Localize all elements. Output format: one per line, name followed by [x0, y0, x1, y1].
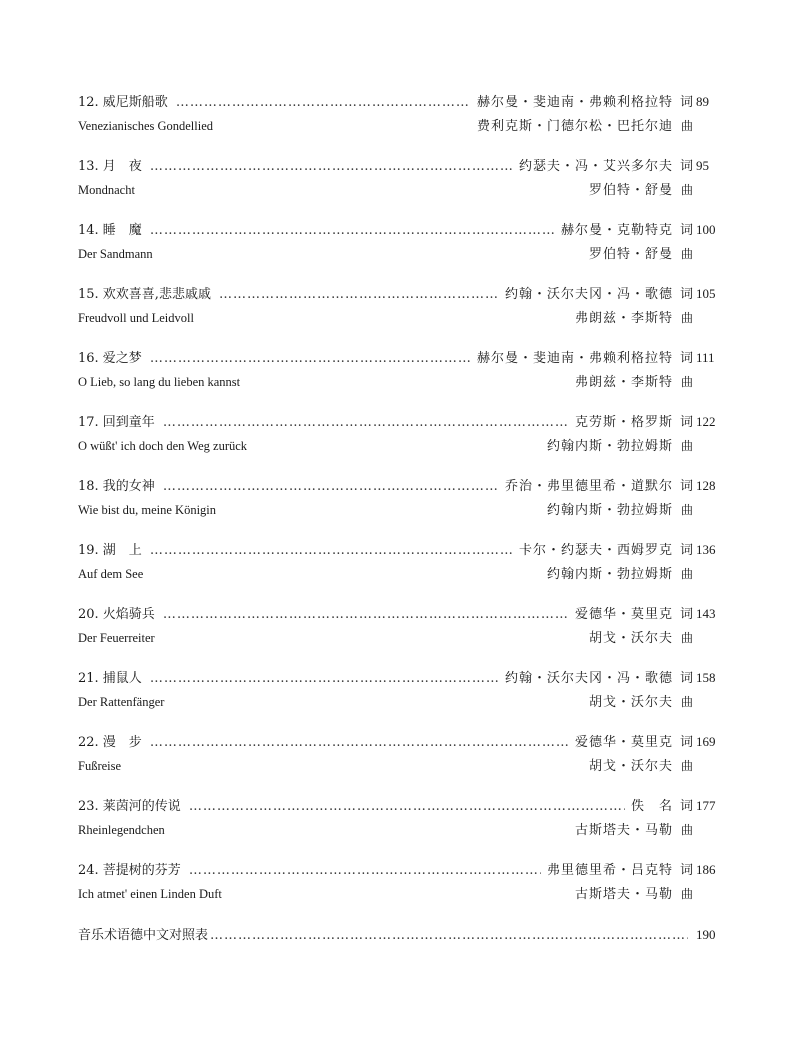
- german-title: Fußreise: [78, 759, 122, 773]
- toc-entry[interactable]: [78, 731, 718, 795]
- leader-dots: [163, 607, 569, 622]
- page-number: 122: [696, 414, 716, 429]
- lyricist-name: 赫尔曼・斐迪南・弗赖利格拉特: [476, 95, 673, 110]
- lyricist-role: 词: [679, 479, 693, 494]
- lyricist-name: 乔治・弗里德里希・道默尔: [504, 479, 673, 494]
- composer-role: 曲: [680, 439, 693, 453]
- toc-entry[interactable]: [78, 411, 718, 475]
- entry-main-line: [78, 155, 718, 177]
- entry-sub-line: [78, 115, 718, 137]
- toc-entry[interactable]: [78, 219, 718, 283]
- toc-entry[interactable]: [78, 475, 718, 539]
- german-title: Mondnacht: [78, 183, 135, 197]
- german-title: Rheinlegendchen: [78, 823, 165, 837]
- composer-name: 弗朗兹・李斯特: [574, 375, 673, 390]
- lyricist-name: 约翰・沃尔夫冈・冯・歌德: [504, 671, 673, 686]
- leader-dots: [150, 223, 555, 238]
- leader-dots: [189, 799, 625, 814]
- composer-name: 古斯塔夫・马勒: [574, 823, 673, 838]
- entry-sub-line: [78, 435, 718, 457]
- leader-dots: [150, 735, 569, 750]
- lyricist-role: 词: [679, 159, 693, 174]
- leader-dots: [189, 863, 541, 878]
- entry-sub-line: [78, 883, 718, 905]
- composer-name: 约翰内斯・勃拉姆斯: [546, 439, 673, 454]
- entry-sub-line: [78, 819, 718, 841]
- toc-entry[interactable]: [78, 603, 718, 667]
- entry-sub-line: [78, 499, 718, 521]
- song-title: 14. 睡 魔: [78, 223, 142, 238]
- german-title: Der Sandmann: [78, 247, 153, 261]
- entry-main-line: [78, 411, 718, 433]
- composer-name: 弗朗兹・李斯特: [574, 311, 673, 326]
- entry-main-line: [78, 731, 718, 753]
- song-title: 12. 威尼斯船歌: [78, 95, 168, 110]
- leader-dots: [150, 671, 499, 686]
- toc-entry[interactable]: [78, 347, 718, 411]
- song-title: 22. 漫 步: [78, 735, 142, 750]
- composer-name: 约翰内斯・勃拉姆斯: [546, 567, 673, 582]
- entry-sub-line: [78, 691, 718, 713]
- leader-dots: [219, 287, 499, 302]
- lyricist-role: 词: [679, 735, 693, 750]
- toc-entry[interactable]: [78, 155, 718, 219]
- entry-main-line: [78, 283, 718, 305]
- toc-entry-glossary[interactable]: [78, 924, 718, 944]
- leader-dots: [150, 351, 471, 366]
- entry-sub-line: [78, 243, 718, 265]
- composer-role: 曲: [680, 887, 693, 901]
- entry-main-line: [78, 667, 718, 689]
- page-number: 100: [696, 222, 716, 237]
- song-title: 16. 爱之梦: [78, 351, 142, 366]
- german-title: O wüßt' ich doch den Weg zurück: [78, 439, 248, 453]
- composer-name: 约翰内斯・勃拉姆斯: [546, 503, 673, 518]
- entry-main-line: [78, 219, 718, 241]
- lyricist-name: 佚 名: [630, 799, 673, 814]
- page-number: 95: [696, 158, 709, 173]
- entry-main-line: [78, 795, 718, 817]
- lyricist-name: 约翰・沃尔夫冈・冯・歌德: [504, 287, 673, 302]
- glossary-page-number: 190: [696, 927, 716, 942]
- lyricist-name: 约瑟夫・冯・艾兴多尔夫: [518, 159, 673, 174]
- lyricist-name: 克劳斯・格罗斯: [574, 415, 673, 430]
- composer-name: 胡戈・沃尔夫: [588, 631, 673, 646]
- german-title: Venezianisches Gondellied: [78, 119, 214, 133]
- entry-sub-line: [78, 307, 718, 329]
- entry-main-line: [78, 539, 718, 561]
- song-title: 23. 莱茵河的传说: [78, 799, 181, 814]
- glossary-title: 音乐术语德中文对照表: [78, 928, 209, 943]
- composer-role: 曲: [680, 375, 693, 389]
- entry-sub-line: [78, 179, 718, 201]
- lyricist-role: 词: [679, 95, 693, 110]
- leader-dots: [176, 95, 471, 110]
- german-title: Der Rattenfänger: [78, 695, 165, 709]
- lyricist-role: 词: [679, 863, 693, 878]
- lyricist-role: 词: [679, 671, 693, 686]
- composer-name: 罗伯特・舒曼: [588, 183, 673, 198]
- page-number: 128: [696, 478, 716, 493]
- composer-role: 曲: [680, 183, 693, 197]
- composer-role: 曲: [680, 503, 693, 517]
- song-title: 15. 欢欢喜喜,悲悲戚戚: [78, 287, 211, 302]
- toc-entry[interactable]: [78, 667, 718, 731]
- entry-main-line: [78, 475, 718, 497]
- song-title: 24. 菩提树的芬芳: [78, 863, 181, 878]
- toc-entry[interactable]: [78, 795, 718, 859]
- song-title: 13. 月 夜: [78, 159, 142, 174]
- lyricist-role: 词: [679, 799, 693, 814]
- page-number: 111: [696, 350, 715, 365]
- lyricist-role: 词: [679, 543, 693, 558]
- entry-main-line: [78, 859, 718, 881]
- german-title: Ich atmet' einen Linden Duft: [78, 887, 222, 901]
- lyricist-name: 卡尔・约瑟夫・西姆罗克: [518, 543, 673, 558]
- german-title: Der Feuerreiter: [78, 631, 155, 645]
- entry-main-line: [78, 603, 718, 625]
- song-title: 21. 捕鼠人: [78, 671, 142, 686]
- song-title: 19. 湖 上: [78, 543, 142, 558]
- lyricist-name: 赫尔曼・克勒特克: [560, 223, 673, 238]
- lyricist-role: 词: [679, 223, 693, 238]
- composer-role: 曲: [680, 695, 693, 709]
- entry-sub-line: [78, 563, 718, 585]
- composer-role: 曲: [680, 567, 693, 581]
- german-title: Freudvoll und Leidvoll: [78, 311, 194, 325]
- page-number: 177: [696, 798, 716, 813]
- page-number: 105: [696, 286, 716, 301]
- leader-dots: [210, 928, 688, 943]
- composer-role: 曲: [680, 823, 693, 837]
- toc-entry[interactable]: [78, 283, 718, 347]
- page-number: 136: [696, 542, 716, 557]
- toc-entry[interactable]: [78, 859, 718, 923]
- leader-dots: [150, 543, 513, 558]
- entry-main-line: [78, 347, 718, 369]
- composer-name: 费利克斯・门德尔松・巴托尔迪: [476, 119, 673, 134]
- entry-sub-line: [78, 371, 718, 393]
- song-title: 17. 回到童年: [78, 415, 155, 430]
- lyricist-name: 爱德华・莫里克: [574, 607, 673, 622]
- leader-dots: [163, 479, 499, 494]
- composer-name: 胡戈・沃尔夫: [588, 759, 673, 774]
- toc-entry[interactable]: [78, 539, 718, 603]
- lyricist-role: 词: [679, 415, 693, 430]
- composer-role: 曲: [680, 247, 693, 261]
- entry-main-line: [78, 91, 718, 113]
- composer-name: 胡戈・沃尔夫: [588, 695, 673, 710]
- page-number: 158: [696, 670, 716, 685]
- german-title: O Lieb, so lang du lieben kannst: [78, 375, 241, 389]
- page-number: 169: [696, 734, 716, 749]
- entry-sub-line: [78, 755, 718, 777]
- lyricist-name: 赫尔曼・斐迪南・弗赖利格拉特: [476, 351, 673, 366]
- composer-role: 曲: [680, 311, 693, 325]
- composer-role: 曲: [680, 631, 693, 645]
- lyricist-role: 词: [679, 607, 693, 622]
- composer-name: 罗伯特・舒曼: [588, 247, 673, 262]
- lyricist-role: 词: [679, 287, 693, 302]
- toc-entry[interactable]: [78, 91, 718, 155]
- composer-role: 曲: [680, 119, 693, 133]
- composer-name: 古斯塔夫・马勒: [574, 887, 673, 902]
- leader-dots: [163, 415, 569, 430]
- entry-sub-line: [78, 627, 718, 649]
- page-number: 186: [696, 862, 716, 877]
- lyricist-name: 爱德华・莫里克: [574, 735, 673, 750]
- song-title: 20. 火焰骑兵: [78, 607, 155, 622]
- leader-dots: [150, 159, 513, 174]
- german-title: Auf dem See: [78, 567, 144, 581]
- page-number: 143: [696, 606, 716, 621]
- composer-role: 曲: [680, 759, 693, 773]
- toc-entries: [78, 91, 718, 923]
- lyricist-name: 弗里德里希・吕克特: [546, 863, 673, 878]
- lyricist-role: 词: [679, 351, 693, 366]
- song-title: 18. 我的女神: [78, 479, 155, 494]
- page-number: 89: [696, 94, 709, 109]
- german-title: Wie bist du, meine Königin: [78, 503, 217, 517]
